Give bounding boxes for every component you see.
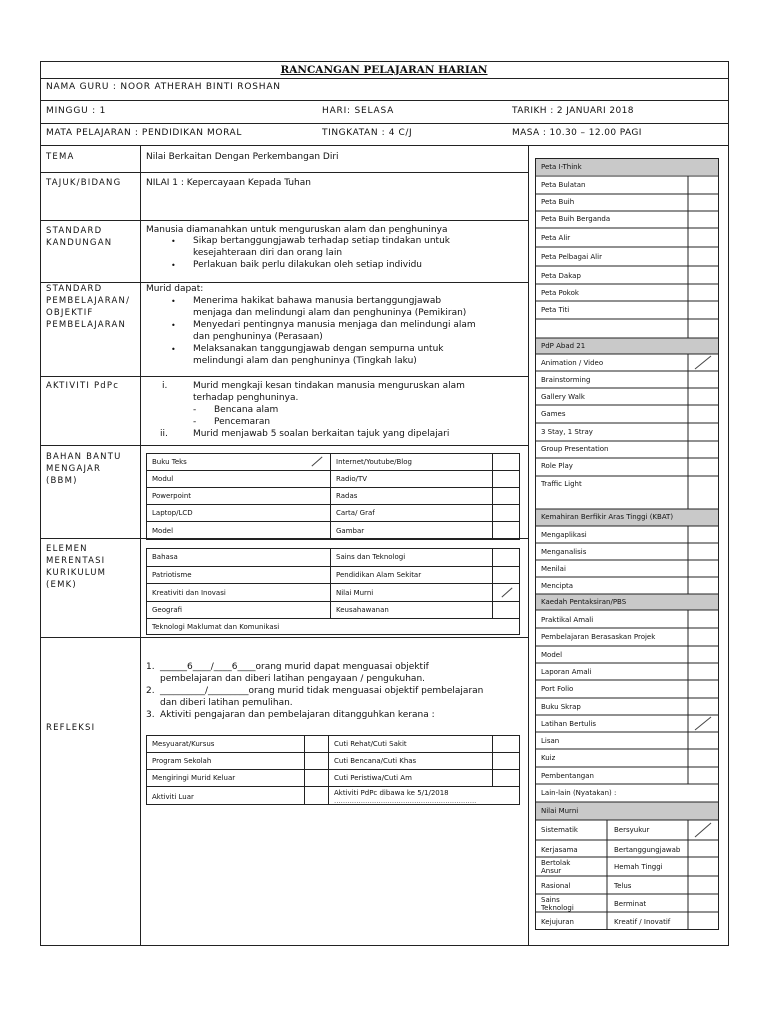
ref-num-3: 3.	[146, 710, 155, 720]
akt-dash-1: -	[193, 405, 197, 415]
abad-item: 3 Stay, 1 Stray	[541, 428, 593, 436]
ref-grid-item: Cuti Peristiwa/Cuti Am	[334, 774, 412, 782]
bbm-item: Radio/TV	[336, 475, 368, 483]
label-tajuk: TAJUK/BIDANG	[46, 178, 122, 188]
emk-item: Nilai Murni	[336, 589, 374, 597]
bbm-item: Buku Teks	[152, 458, 187, 466]
pbs-item: Pembentangan	[541, 772, 594, 780]
emk-item: Keusahawanan	[336, 606, 389, 614]
bbm-grid	[146, 453, 520, 540]
bbm-item: Laptop/LCD	[152, 509, 193, 517]
peta-item: Peta Pelbagai Alir	[541, 253, 602, 261]
hari: HARI: SELASA	[322, 106, 395, 116]
emk-item: Geografi	[152, 606, 183, 614]
akt-num-1: i.	[162, 381, 168, 391]
akt-item-2: Murid menjawab 5 soalan berkaitan tajuk yang dipelajari	[193, 429, 450, 439]
abad-item: Gallery Walk	[541, 393, 585, 401]
pbs-item: Lisan	[541, 737, 560, 745]
label-standard-pembelajaran: STANDARD PEMBELAJARAN/ OBJEKTIF PEMBELAJARAN	[46, 284, 131, 330]
pbs-item: Kuiz	[541, 754, 556, 762]
tarikh: TARIKH : 2 JANUARI 2018	[512, 106, 634, 116]
akt-sub-2: Pencemaran	[214, 417, 271, 427]
label-tema: TEMA	[46, 152, 75, 162]
abad-item: Role Play	[541, 462, 573, 470]
label-emk: ELEMEN MERENTASI KURIKULUM (EMK)	[46, 544, 107, 590]
label-bbm: BAHAN BANTU MENGAJAR (BBM)	[46, 452, 122, 486]
pbs-item: Port Folio	[541, 685, 574, 693]
abad-item: Group Presentation	[541, 445, 609, 453]
bbm-item: Radas	[336, 492, 358, 500]
peta-item: Peta Buih Berganda	[541, 215, 611, 223]
nilai-item: Hemah Tinggi	[614, 863, 663, 871]
sp-b2a: Menyedari pentingnya manusia menjaga dan melindungi alam	[193, 320, 476, 330]
peta-item: Peta Pokok	[541, 289, 579, 297]
tick-animation-icon	[695, 356, 711, 369]
nilai-item: Sains Teknologi	[541, 896, 574, 912]
ref-line-2b: dan diberi latihan pemulihan.	[160, 698, 293, 708]
bbm-item: Carta/ Graf	[336, 509, 375, 517]
ref-num-1: 1.	[146, 662, 155, 672]
kbat-item: Menganalisis	[541, 548, 587, 556]
label-refleksi: REFLEKSI	[46, 723, 96, 733]
masa: MASA : 10.30 – 12.00 PAGI	[512, 128, 642, 138]
abad-item: Traffic Light	[541, 480, 582, 488]
peta-item: Peta Dakap	[541, 272, 581, 280]
pbs-item: Model	[541, 651, 563, 659]
nilai-item: Bertolak Ansur	[541, 859, 571, 875]
sp-b3b: melindungi alam dan penghuninya (Tingkah laku)	[193, 356, 417, 366]
ref-grid-item: Cuti Rehat/Cuti Sakit	[334, 740, 407, 748]
abad-item: Brainstorming	[541, 376, 591, 384]
emk-item: Bahasa	[152, 553, 178, 561]
label-aktiviti: AKTIVITI PdPc	[46, 381, 120, 391]
pbs-header: Kaedah Pentaksiran/PBS	[541, 598, 627, 606]
emk-item: Sains dan Teknologi	[336, 553, 406, 561]
peta-header: Peta I-Think	[541, 163, 582, 171]
pbs-item: Pembelajaran Berasaskan Projek	[541, 633, 656, 641]
abad-header: PdP Abad 21	[541, 342, 586, 350]
kbat-item: Mencipta	[541, 582, 574, 590]
abad-item: Animation / Video	[541, 359, 604, 367]
sp-b2b: dan penghuninya (Perasaan)	[193, 332, 323, 342]
sk-bullet-1a: Sikap bertanggungjawab terhadap setiap tindakan untuk	[193, 236, 450, 246]
nilai-item: Bertanggungjawab	[614, 846, 681, 854]
ref-line-3: Aktiviti pengajaran dan pembelajaran ditangguhkan kerana :	[160, 710, 435, 720]
sp-b1a: Menerima hakikat bahawa manusia bertanggungjawab	[193, 296, 442, 306]
kbat-header: Kemahiran Berfikir Aras Tinggi (KBAT)	[541, 513, 674, 521]
ref-dots: ................................................................	[334, 797, 477, 805]
bbm-item: Gambar	[336, 527, 365, 535]
ref-grid-item: Mengiringi Murid Keluar	[152, 774, 236, 782]
right-panel-lines	[535, 176, 719, 930]
label-standard-kandungan: STANDARD KANDUNGAN	[46, 226, 113, 248]
sp-intro: Murid dapat:	[146, 284, 204, 294]
ref-num-2: 2.	[146, 686, 155, 696]
emk-item: Teknologi Maklumat dan Komunikasi	[152, 623, 280, 631]
right-panel-grid	[535, 158, 720, 931]
mata-pelajaran: MATA PELAJARAN : PENDIDIKAN MORAL	[46, 128, 242, 138]
peta-item: Peta Titi	[541, 306, 570, 314]
sk-intro: Manusia diamanahkan untuk menguruskan alam dan penghuninya	[146, 225, 448, 235]
kbat-item: Menilai	[541, 565, 566, 573]
nilai-item: Kejujuran	[541, 918, 574, 926]
bbm-item: Internet/Youtube/Blog	[336, 458, 412, 466]
minggu: MINGGU : 1	[46, 106, 107, 116]
nilai-item: Berminat	[614, 900, 647, 908]
emk-item: Kreativiti dan Inovasi	[152, 589, 226, 597]
nilai-item: Rasional	[541, 882, 571, 890]
emk-item: Patriotisme	[152, 571, 192, 579]
ref-grid-item: Program Sekolah	[152, 757, 212, 765]
bbm-item: Modul	[152, 475, 174, 483]
pbs-item: Praktikal Amali	[541, 616, 594, 624]
akt-item-1b: terhadap penghuninya.	[193, 393, 299, 403]
nilai-header: Nilai Murni	[541, 807, 579, 815]
bbm-item: Powerpoint	[152, 492, 192, 500]
nilai-item: Sistematik	[541, 826, 578, 834]
peta-item: Peta Bulatan	[541, 181, 586, 189]
tingkatan: TINGKATAN : 4 C/J	[322, 128, 413, 138]
pbs-item: Buku Skrap	[541, 703, 581, 711]
pbs-item: Lain-lain (Nyatakan) :	[541, 789, 617, 797]
ref-line-1a: ______6____/____6____orang murid dapat menguasai objektif	[160, 662, 429, 672]
ref-line-1b: pembelajaran dan diberi latihan pengayaan / pengukuhan.	[160, 674, 426, 684]
ref-grid-item: Aktiviti PdPc dibawa ke 5/1/2018	[334, 789, 449, 797]
ref-grid-item: Mesyuarat/Kursus	[152, 740, 215, 748]
sp-b3a: Melaksanakan tanggungjawab dengan sempurna untuk	[193, 344, 444, 354]
akt-item-1a: Murid mengkaji kesan tindakan manusia menguruskan alam	[193, 381, 465, 391]
akt-sub-1: Bencana alam	[214, 405, 279, 415]
sp-b1b: menjaga dan melindungi alam dan penghuninya (Pemikiran)	[193, 308, 467, 318]
emk-item: Pendidikan Alam Sekitar	[336, 571, 422, 579]
tema-value: Nilai Berkaitan Dengan Perkembangan Diri	[146, 152, 339, 162]
peta-item: Peta Alir	[541, 234, 571, 242]
nilai-item: Kreatif / Inovatif	[614, 918, 671, 926]
abad-item: Games	[541, 410, 566, 418]
pbs-item: Latihan Bertulis	[541, 720, 596, 728]
pbs-item: Laporan Amali	[541, 668, 592, 676]
ref-grid-item: Aktiviti Luar	[152, 793, 194, 801]
bbm-item: Model	[152, 527, 174, 535]
akt-dash-2: -	[193, 417, 197, 427]
nama-guru: NAMA GURU : NOOR ATHERAH BINTI ROSHAN	[46, 82, 281, 92]
tick-latihan-icon	[695, 717, 711, 730]
sk-bullet-2: Perlakuan baik perlu dilakukan oleh setiap individu	[193, 260, 423, 270]
nilai-item: Bersyukur	[614, 826, 650, 834]
ref-line-2a: __________/_________orang murid tidak menguasai objektif pembelajaran	[160, 686, 484, 696]
tajuk-value: NILAI 1 : Kepercayaan Kepada Tuhan	[146, 178, 311, 188]
nilai-item: Telus	[614, 882, 632, 890]
sk-bullet-1b: kesejahteraan diri dan orang lain	[193, 248, 343, 258]
nilai-item: Kerjasama	[541, 846, 578, 854]
akt-num-2: ii.	[160, 429, 168, 439]
kbat-item: Mengaplikasi	[541, 531, 587, 539]
peta-item: Peta Buih	[541, 198, 575, 206]
ref-grid-item: Cuti Bencana/Cuti Khas	[334, 757, 417, 765]
page-title: RANCANGAN PELAJARAN HARIAN	[280, 64, 488, 76]
tick-sistematik-icon	[695, 823, 711, 837]
